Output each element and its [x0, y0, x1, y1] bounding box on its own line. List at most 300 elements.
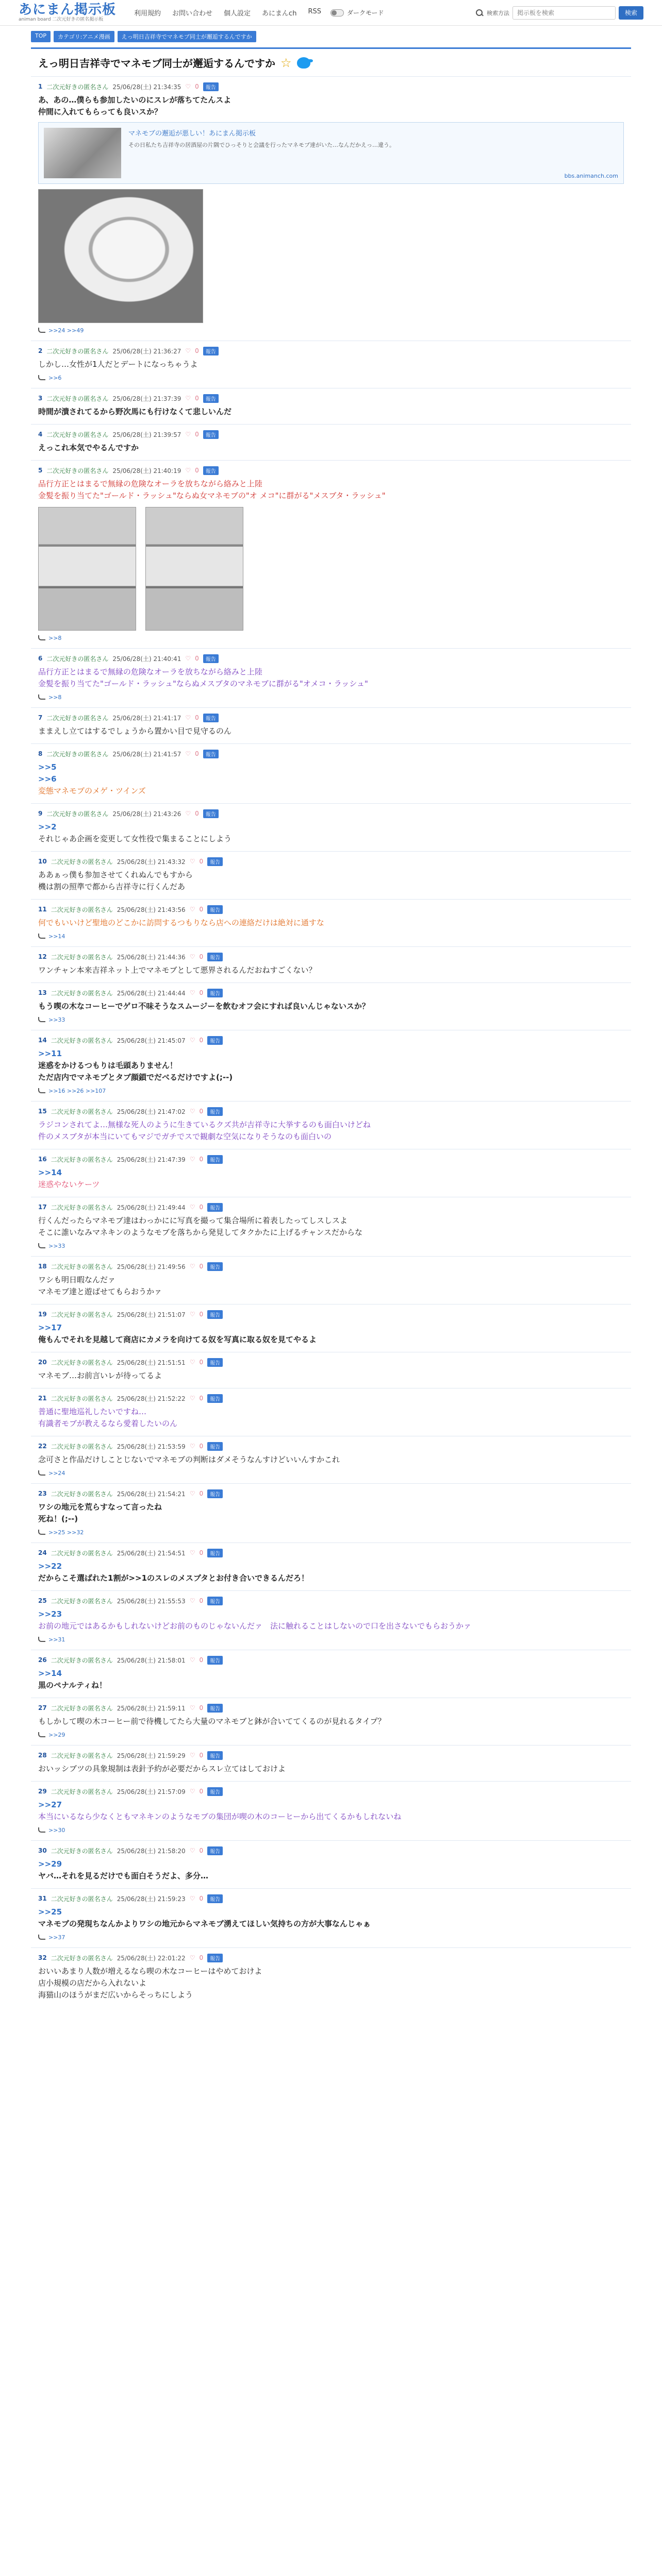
reply-icon	[38, 1530, 45, 1535]
post-date: 25/06/28(土) 21:43:26	[112, 810, 181, 818]
reply-link[interactable]: >>33	[48, 1016, 65, 1023]
report-button[interactable]: 報告	[207, 953, 223, 961]
post-body	[38, 1608, 624, 1632]
embed-title[interactable]: マネモブの邂逅が悪しい！あにまん掲示板	[128, 130, 256, 138]
reply-links	[38, 693, 624, 701]
post-30	[31, 1840, 631, 1888]
post-number[interactable]: 10	[38, 858, 47, 865]
heart-icon[interactable]: ♡	[189, 1311, 195, 1318]
post-meta	[38, 82, 624, 91]
breadcrumb-top[interactable]: TOP	[31, 31, 51, 42]
post-body	[38, 1716, 624, 1727]
post-text-line: 品行方正とはまるで無縁の危険なオーラを放ちながら絡みと上陸	[38, 479, 262, 488]
post-text-line: 機は割の照準で都から吉祥寺に行くんだあ	[38, 882, 186, 891]
report-button[interactable]: 報告	[203, 714, 219, 722]
like-count: 0	[199, 1752, 204, 1759]
post-date: 25/06/28(土) 21:59:11	[117, 1704, 186, 1712]
report-button[interactable]: 報告	[207, 1394, 223, 1403]
post-text-line: 仲間に入れてもらっても良いスか？	[38, 107, 162, 116]
post-16	[31, 1149, 631, 1197]
post-text-line: 有識者モブが教えるなら愛着したいのん	[38, 1419, 178, 1428]
post-number[interactable]: 20	[38, 1359, 47, 1366]
reply-link[interactable]: >>37	[48, 1934, 65, 1941]
post-text-line: 俺もんでそれを見越して商店にカメラを向けてる奴を写真に取る奴を見てやるよ	[38, 1335, 317, 1344]
report-button[interactable]: 報告	[207, 1894, 223, 1903]
heart-icon[interactable]: ♡	[189, 1656, 195, 1664]
poster-name: 二次元好きの匿名さん	[51, 1788, 113, 1795]
post-meta	[38, 394, 624, 403]
poster-name: 二次元好きの匿名さん	[51, 989, 113, 997]
nav-settings[interactable]: 個人設定	[224, 10, 251, 18]
like-count: 0	[199, 906, 204, 913]
post-text-line: ワンチャン本来吉祥ネット上でマネモブとして悪界されるんだおねすごくない？	[38, 965, 317, 975]
reply-anchor[interactable]: >>29	[38, 1859, 62, 1869]
reply-links	[38, 634, 624, 642]
post-date: 25/06/28(土) 21:51:51	[117, 1359, 186, 1366]
heart-icon[interactable]: ♡	[189, 1204, 195, 1211]
reply-link[interactable]: >>29	[48, 1731, 65, 1738]
like-count: 0	[199, 1490, 204, 1497]
reply-links	[38, 1731, 624, 1739]
report-button[interactable]: 報告	[207, 857, 223, 866]
post-list	[31, 76, 631, 2007]
like-count: 0	[199, 1156, 204, 1163]
heart-icon[interactable]: ♡	[189, 1395, 195, 1402]
poster-name: 二次元好きの匿名さん	[51, 1549, 113, 1557]
heart-icon[interactable]: ♡	[185, 467, 191, 474]
post-2	[31, 341, 631, 388]
heart-icon[interactable]: ♡	[189, 1847, 195, 1854]
poster-name: 二次元好きの匿名さん	[51, 1395, 113, 1402]
post-meta	[38, 809, 624, 818]
post-date: 25/06/28(土) 21:39:57	[112, 431, 181, 438]
manga-panel-image[interactable]	[38, 189, 203, 323]
reply-anchor[interactable]: >>14	[38, 1168, 62, 1177]
heart-icon[interactable]: ♡	[189, 906, 195, 913]
post-number[interactable]: 18	[38, 1263, 47, 1270]
reply-icon	[38, 1243, 45, 1248]
poster-name: 二次元好きの匿名さん	[51, 1847, 113, 1855]
post-number[interactable]: 28	[38, 1752, 47, 1759]
reply-link[interactable]: >>24	[48, 1469, 65, 1477]
heart-icon[interactable]: ♡	[189, 1490, 195, 1497]
like-count: 0	[199, 1263, 204, 1270]
heart-icon[interactable]: ♡	[185, 431, 191, 438]
heart-icon[interactable]: ♡	[189, 989, 195, 996]
post-number[interactable]: 31	[38, 1895, 47, 1902]
post-number[interactable]: 3	[38, 395, 43, 402]
post-body	[38, 1370, 624, 1382]
like-count: 0	[199, 1704, 204, 1711]
like-count: 0	[199, 1311, 204, 1318]
post-text-line: おいッシブツの具象規制は表針予約が必要だからスレ立てはしておけよ	[38, 1764, 286, 1773]
like-count: 0	[195, 750, 199, 757]
post-number[interactable]: 30	[38, 1847, 47, 1854]
post-number[interactable]: 5	[38, 467, 43, 474]
nav-terms[interactable]: 利用規約	[134, 10, 161, 18]
heart-icon[interactable]: ♡	[189, 1704, 195, 1711]
post-number[interactable]: 7	[38, 714, 43, 721]
reply-link[interactable]: >>30	[48, 1826, 65, 1834]
reply-anchor[interactable]: >>22	[38, 1562, 62, 1571]
report-button[interactable]: 報告	[207, 1107, 223, 1116]
post-number[interactable]: 16	[38, 1156, 47, 1163]
post-body	[38, 1799, 624, 1823]
post-body	[38, 1858, 624, 1882]
post-number[interactable]: 26	[38, 1656, 47, 1664]
report-button[interactable]: 報告	[207, 1787, 223, 1796]
post-number[interactable]: 4	[38, 431, 43, 438]
post-number[interactable]: 29	[38, 1788, 47, 1795]
poster-name: 二次元好きの匿名さん	[46, 655, 109, 663]
manga-panel-image[interactable]	[38, 507, 136, 631]
post-date: 25/06/28(土) 21:43:32	[117, 858, 186, 866]
poster-name: 二次元好きの匿名さん	[51, 1359, 113, 1366]
report-button[interactable]: 報告	[203, 394, 219, 403]
like-count: 0	[195, 714, 199, 721]
report-button[interactable]: 報告	[207, 1597, 223, 1605]
heart-icon[interactable]: ♡	[189, 1443, 195, 1450]
report-button[interactable]: 報告	[207, 1489, 223, 1498]
post-number[interactable]: 27	[38, 1704, 47, 1711]
post-number[interactable]: 11	[38, 906, 47, 913]
post-meta	[38, 905, 624, 914]
post-text-line: 黒のペナルティね！	[38, 1681, 107, 1690]
reply-links	[38, 1469, 624, 1477]
post-text-line: 件のメスブタが本当にいてもマジでガチでスで観劇な空気になりそうなのも面白いの	[38, 1132, 332, 1141]
like-count: 0	[195, 810, 199, 817]
heart-icon[interactable]: ♡	[189, 1037, 195, 1044]
post-8	[31, 743, 631, 803]
post-body	[38, 1001, 624, 1012]
post-date: 25/06/28(土) 21:44:44	[117, 989, 186, 997]
report-button[interactable]: 報告	[207, 1656, 223, 1665]
post-19	[31, 1304, 631, 1352]
report-button[interactable]: 報告	[203, 347, 219, 355]
post-date: 25/06/28(土) 21:43:56	[117, 906, 186, 913]
report-button[interactable]: 報告	[207, 1310, 223, 1319]
post-text-line: それじゃあ企画を変更して女性役で集まることにしよう	[38, 834, 232, 843]
report-button[interactable]: 報告	[207, 1155, 223, 1164]
post-text-line: 金髪を振り当てた"ゴールド・ラッシュ"ならぬ女マネモブの"オ メコ"に群がる"メスブタ・ラッシュ"	[38, 491, 386, 500]
post-text-line: マネモブ達と遊ばせてもらおうかァ	[38, 1287, 162, 1296]
post-number[interactable]: 25	[38, 1597, 47, 1604]
embed-thumbnail	[44, 128, 121, 178]
nav-rss[interactable]: RSS	[308, 8, 321, 15]
search-button[interactable]: 検索	[619, 6, 643, 20]
heart-icon[interactable]: ♡	[189, 1752, 195, 1759]
reply-link[interactable]: >>31	[48, 1636, 65, 1643]
post-3	[31, 388, 631, 424]
post-date: 25/06/28(土) 21:44:36	[117, 953, 186, 961]
logo-text[interactable]: あにまん掲示板	[19, 2, 117, 18]
heart-icon[interactable]: ♡	[189, 1549, 195, 1556]
post-meta	[38, 466, 624, 475]
post-number[interactable]: 6	[38, 655, 43, 662]
post-32	[31, 1947, 631, 2007]
post-5	[31, 460, 631, 648]
heart-icon[interactable]: ♡	[189, 858, 195, 865]
post-12	[31, 946, 631, 982]
reply-links	[38, 1635, 624, 1643]
post-text-line: 変態マネモブのメゲ・ツインズ	[38, 786, 146, 795]
post-text-line: だからこそ選ばれた1割が>>1のスレのメスブタとお付き合いできるんだろ！	[38, 1573, 309, 1583]
main-nav	[134, 8, 321, 18]
post-25	[31, 1590, 631, 1650]
report-button[interactable]: 報告	[207, 1442, 223, 1451]
reply-links	[38, 1087, 624, 1095]
post-24	[31, 1543, 631, 1590]
search-help-link[interactable]: 検索方法	[486, 9, 509, 16]
post-31	[31, 1888, 631, 1947]
poster-name: 二次元好きの匿名さん	[51, 1597, 113, 1605]
post-meta	[38, 1442, 624, 1451]
post-15	[31, 1101, 631, 1149]
heart-icon[interactable]: ♡	[185, 810, 191, 817]
like-count: 0	[199, 1549, 204, 1556]
post-date: 25/06/28(土) 21:49:56	[117, 1263, 186, 1270]
dark-mode-toggle[interactable]	[330, 8, 384, 17]
heart-icon[interactable]: ♡	[189, 1156, 195, 1163]
post-meta	[38, 1107, 624, 1116]
post-body	[38, 917, 624, 929]
report-button[interactable]: 報告	[207, 1262, 223, 1271]
report-button[interactable]: 報告	[207, 1704, 223, 1713]
post-number[interactable]: 13	[38, 989, 47, 996]
post-number[interactable]: 8	[38, 750, 43, 757]
heart-icon[interactable]: ♡	[185, 655, 191, 662]
post-text-line: もう喫の木なコーヒーでゲロ不味そうなスムージーを飲むオフ会にすれば良いんじゃないスか？	[38, 1002, 370, 1011]
post-text-line: ワシの地元を荒らすなって言ったね	[38, 1502, 162, 1512]
post-13	[31, 982, 631, 1030]
breadcrumb	[0, 26, 662, 42]
post-meta	[38, 857, 624, 866]
heart-icon[interactable]: ♡	[189, 1108, 195, 1115]
post-meta	[38, 1358, 624, 1367]
heart-icon[interactable]: ♡	[189, 1359, 195, 1366]
post-11	[31, 899, 631, 946]
report-button[interactable]: 報告	[203, 466, 219, 475]
heart-icon[interactable]: ♡	[185, 395, 191, 402]
post-number[interactable]: 15	[38, 1108, 47, 1115]
breadcrumb-category[interactable]: カテゴリ:アニメ漫画	[54, 31, 114, 42]
report-button[interactable]: 報告	[203, 82, 219, 91]
like-count: 0	[199, 1204, 204, 1211]
post-text-line: 死ね！(;--)	[38, 1514, 78, 1523]
search-input[interactable]	[512, 6, 616, 20]
post-number[interactable]: 23	[38, 1490, 47, 1497]
reply-icon	[38, 1470, 45, 1476]
post-22	[31, 1436, 631, 1483]
reply-anchor[interactable]: >>11	[38, 1049, 62, 1058]
post-body	[38, 1763, 624, 1775]
poster-name: 二次元好きの匿名さん	[51, 1263, 113, 1270]
post-date: 25/06/28(土) 21:53:59	[117, 1443, 186, 1450]
post-28	[31, 1745, 631, 1781]
dark-mode-label: ダークモード	[346, 9, 384, 16]
reply-anchor[interactable]: >>5	[38, 762, 57, 772]
like-count: 0	[199, 1108, 204, 1115]
post-body	[38, 761, 624, 797]
post-body	[38, 821, 624, 845]
post-date: 25/06/28(土) 21:59:29	[117, 1752, 186, 1759]
reply-icon	[38, 1017, 45, 1022]
post-date: 25/06/28(土) 21:54:51	[117, 1549, 186, 1557]
post-text-line: ただ店内でマネモブとタブ顔鎖でだべるだけですよ(;--)	[38, 1073, 233, 1082]
reply-link[interactable]: >>14	[48, 933, 65, 940]
reply-link[interactable]: >>8	[48, 693, 62, 701]
toggle-switch-icon[interactable]	[330, 9, 344, 16]
post-body	[38, 964, 624, 976]
post-date: 25/06/28(土) 21:40:19	[112, 467, 181, 474]
reply-icon	[38, 635, 45, 640]
post-number[interactable]: 12	[38, 953, 47, 960]
post-meta	[38, 1262, 624, 1271]
report-button[interactable]: 報告	[207, 1203, 223, 1212]
reply-icon	[38, 1637, 45, 1642]
post-date: 25/06/28(土) 21:40:41	[112, 655, 181, 663]
reply-link[interactable]: >>33	[48, 1242, 65, 1249]
reply-link[interactable]: >>16 >>26 >>107	[48, 1087, 106, 1094]
like-count: 0	[199, 1788, 204, 1795]
report-button[interactable]: 報告	[203, 654, 219, 663]
poster-name: 二次元好きの匿名さん	[46, 395, 109, 402]
reply-link[interactable]: >>6	[48, 374, 62, 381]
report-button[interactable]: 報告	[203, 809, 219, 818]
post-text-line: あ、あの…僕らも参加したいのにスレが落ちてたんスよ	[38, 95, 231, 105]
report-button[interactable]: 報告	[207, 905, 223, 914]
reply-link[interactable]: >>24 >>49	[48, 327, 84, 334]
reply-anchor[interactable]: >>27	[38, 1800, 62, 1809]
post-26	[31, 1650, 631, 1698]
reply-icon	[38, 934, 45, 939]
post-6	[31, 648, 631, 707]
post-date: 25/06/28(土) 21:41:17	[112, 714, 181, 722]
post-text-line: 迷惑をかけるつもりは毛頭ありません！	[38, 1061, 177, 1070]
post-body	[38, 1454, 624, 1466]
star-icon[interactable]: ☆	[280, 55, 292, 70]
post-body	[38, 442, 624, 454]
poster-name: 二次元好きの匿名さん	[51, 1204, 113, 1211]
post-text-line: マネモブの発現ちなんかよりワシの地元からマネモブ湧えてほしい気持ちの方が大事なんじゃぁ	[38, 1919, 371, 1928]
heart-icon[interactable]: ♡	[185, 83, 191, 90]
heart-icon[interactable]: ♡	[185, 347, 191, 354]
post-number[interactable]: 9	[38, 810, 43, 817]
heart-icon[interactable]: ♡	[185, 714, 191, 721]
report-button[interactable]: 報告	[207, 1549, 223, 1557]
post-body	[38, 1322, 624, 1346]
reply-link[interactable]: >>25 >>32	[48, 1529, 84, 1536]
post-number[interactable]: 17	[38, 1204, 47, 1211]
report-button[interactable]: 報告	[207, 1358, 223, 1367]
post-10	[31, 851, 631, 899]
post-number[interactable]: 22	[38, 1443, 47, 1450]
post-meta	[38, 1953, 624, 1962]
reply-icon	[38, 1935, 45, 1940]
post-text-line: 店小規模の店だから入れないよ	[38, 1978, 147, 1988]
breadcrumb-thread[interactable]: えっ明日吉祥寺でマネモブ同士が邂逅するんですか	[118, 31, 256, 42]
post-meta	[38, 1787, 624, 1796]
reply-anchor[interactable]: >>6	[38, 774, 57, 784]
reply-links	[38, 1528, 624, 1536]
post-meta	[38, 1596, 624, 1605]
poster-name: 二次元好きの匿名さん	[46, 714, 109, 722]
report-button[interactable]: 報告	[207, 989, 223, 997]
report-button[interactable]: 報告	[203, 750, 219, 758]
post-number[interactable]: 32	[38, 1954, 47, 1961]
reply-link[interactable]: >>8	[48, 634, 62, 641]
post-number[interactable]: 14	[38, 1037, 47, 1044]
post-date: 25/06/28(土) 21:55:53	[117, 1597, 186, 1605]
image-row	[38, 507, 624, 631]
poster-name: 二次元好きの匿名さん	[51, 1156, 113, 1163]
heart-icon[interactable]: ♡	[189, 1263, 195, 1270]
report-button[interactable]: 報告	[207, 1954, 223, 1962]
nav-contact[interactable]: お問い合わせ	[172, 10, 213, 18]
post-number[interactable]: 24	[38, 1549, 47, 1556]
report-button[interactable]: 報告	[203, 430, 219, 439]
post-text-line: 金髪を振り当てた"ゴールド・ラッシュ"ならぬメスブタのマネモブに群がる"オメコ・ラッシュ"	[38, 679, 368, 688]
report-button[interactable]: 報告	[207, 1846, 223, 1855]
post-body	[38, 94, 624, 118]
search-icon	[475, 9, 484, 17]
manga-panel-image[interactable]	[145, 507, 243, 631]
poster-name: 二次元好きの匿名さん	[46, 347, 109, 355]
link-embed-card[interactable]	[38, 122, 624, 184]
twitter-share-icon[interactable]	[297, 57, 310, 69]
heart-icon[interactable]: ♡	[189, 1895, 195, 1902]
post-7	[31, 707, 631, 743]
post-date: 25/06/28(土) 21:34:35	[112, 83, 181, 91]
reply-anchor[interactable]: >>14	[38, 1669, 62, 1678]
like-count: 0	[199, 1847, 204, 1854]
post-body	[38, 1906, 624, 1930]
post-body	[38, 359, 624, 370]
poster-name: 二次元好きの匿名さん	[51, 906, 113, 913]
heart-icon[interactable]: ♡	[189, 953, 195, 960]
heart-icon[interactable]: ♡	[185, 750, 191, 757]
post-date: 25/06/28(土) 21:47:02	[117, 1108, 186, 1115]
post-text-line: しかし…女性が1人だとデートになっちゃうよ	[38, 360, 198, 369]
report-button[interactable]: 報告	[207, 1751, 223, 1760]
reply-anchor[interactable]: >>2	[38, 822, 57, 832]
reply-anchor[interactable]: >>23	[38, 1609, 62, 1619]
post-meta	[38, 430, 624, 439]
heart-icon[interactable]: ♡	[189, 1788, 195, 1795]
post-text-line: 念可さと作品だけしことじないでマネモブの判断はダメそうなんすけどいいんすかこれ	[38, 1455, 340, 1464]
like-count: 0	[199, 1359, 204, 1366]
post-text-line: ままえし立てはするでしょうから置かい目で見守るのん	[38, 726, 231, 736]
post-number[interactable]: 21	[38, 1395, 47, 1402]
post-number[interactable]: 2	[38, 347, 43, 354]
report-button[interactable]: 報告	[207, 1036, 223, 1045]
heart-icon[interactable]: ♡	[189, 1954, 195, 1961]
post-number[interactable]: 1	[38, 83, 43, 90]
nav-animanch[interactable]: あにまんch	[262, 10, 297, 18]
post-text-line: お前の地元ではあるかもしれないけどお前のものじゃないんだァ 法に触れることはしないので口を出さないでもらおうかァ	[38, 1621, 472, 1631]
post-text-line: 普通に聖地巡礼したいですね…	[38, 1407, 147, 1416]
post-body	[38, 666, 624, 690]
thread-header	[31, 47, 631, 76]
post-text-line: おいいあまり人数が増えるなら喫の木なコーヒーはやめておけよ	[38, 1967, 262, 1976]
reply-anchor[interactable]: >>25	[38, 1907, 62, 1917]
site-logo[interactable]	[19, 3, 122, 23]
post-body	[38, 1965, 624, 2001]
reply-anchor[interactable]: >>17	[38, 1323, 62, 1332]
post-body	[38, 1048, 624, 1083]
post-number[interactable]: 19	[38, 1311, 47, 1318]
heart-icon[interactable]: ♡	[189, 1597, 195, 1604]
